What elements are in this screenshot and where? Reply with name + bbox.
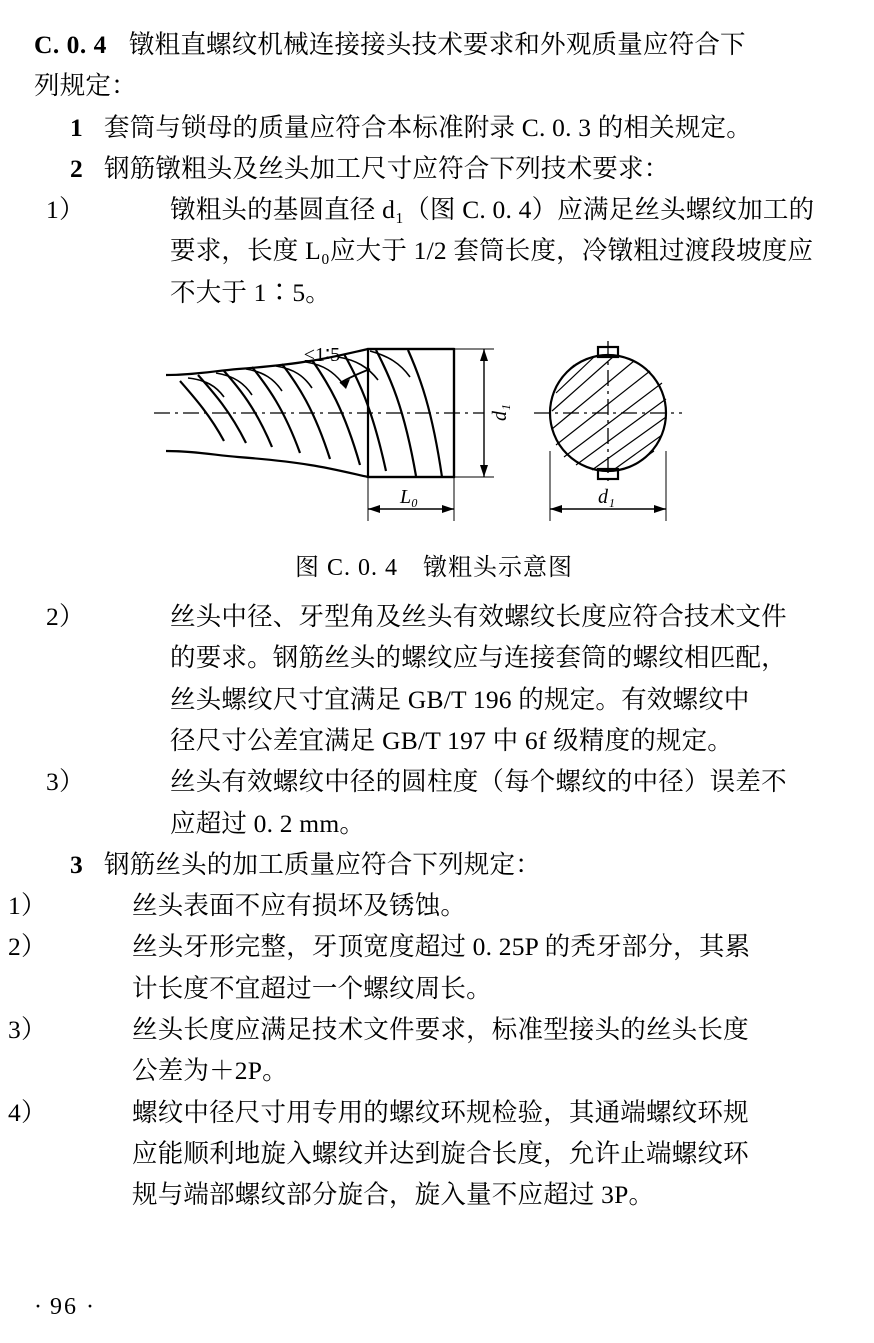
clause-text-line1: 镦粗直螺纹机械连接接头技术要求和外观质量应符合下 xyxy=(128,30,746,59)
page-number: 96 xyxy=(50,1294,78,1320)
clause-number: C. 0. 4 xyxy=(34,30,107,59)
subitem-line: 丝头长度应满足技术文件要求，标准型接头的丝头长度 xyxy=(132,1015,749,1045)
figure-upset-head-diagram xyxy=(34,331,834,541)
item-text: 钢筋丝头的加工质量应符合下列规定： xyxy=(104,849,541,879)
subitem-line: 的要求。钢筋丝头的螺纹应与连接套筒的螺纹相匹配， xyxy=(170,643,787,673)
subitem-line: 公差为＋2P。 xyxy=(132,1056,288,1086)
sub-list-item xyxy=(46,761,834,844)
subitem-line: 螺纹中径尺寸用专用的螺纹环规检验，其通端螺纹环规 xyxy=(132,1097,749,1127)
item-text: 套筒与锁母的质量应符合本标准附录 C. 0. 3 的相关规定。 xyxy=(104,112,752,142)
figure-label-L0: L₀ xyxy=(400,486,419,509)
item-text: 钢筋镦粗头及丝头加工尺寸应符合下列技术要求： xyxy=(104,153,670,183)
subitem-marker: 2） xyxy=(46,602,85,632)
figure-svg xyxy=(154,331,714,541)
subitem-line: 丝头表面不应有损坏及锈蚀。 xyxy=(132,891,467,921)
subitem-line: 丝头牙形完整，牙顶宽度超过 0. 25P 的秃牙部分，其累 xyxy=(132,932,751,962)
subitem-marker: 3） xyxy=(46,767,85,797)
sub-list-item xyxy=(46,189,834,313)
subitem-line: 规与端部螺纹部分旋合，旋入量不应超过 3P。 xyxy=(132,1180,655,1210)
figure-caption: 图 C. 0. 4 镦粗头示意图 xyxy=(294,555,573,582)
subitem-line: 丝头中径、牙型角及丝头有效螺纹长度应符合技术文件 xyxy=(170,602,787,632)
item-marker: 3 xyxy=(70,849,83,879)
sub-list-item xyxy=(8,1009,834,1092)
item-marker: 2 xyxy=(70,153,83,183)
subitem-line: 应超过 0. 2 mm。 xyxy=(170,808,366,838)
subitem-marker: 4） xyxy=(8,1097,47,1127)
subitem-line: 丝头螺纹尺寸宜满足 GB/T 196 的规定。有效螺纹中 xyxy=(170,684,750,714)
sub-list-item xyxy=(46,596,834,761)
footer-dot-right: · xyxy=(86,1294,94,1320)
figure-label-slope: ≤1∶5 xyxy=(304,344,341,367)
sub-list-item xyxy=(8,1092,834,1216)
figure-label-d1-section: d₁ xyxy=(598,486,615,509)
clause-text-line2: 列规定： xyxy=(34,71,137,101)
subitem-line: 应能顺利地旋入螺纹并达到旋合长度，允许止端螺纹环 xyxy=(132,1138,749,1168)
subitem-line: 不大于 1∶5。 xyxy=(170,277,331,307)
subitem-marker: 1） xyxy=(46,195,85,225)
subitem-line: 要求，长度 L₀应大于 1/2 套筒长度，冷镦粗过渡段坡度应 xyxy=(170,236,814,266)
subitem-line: 计长度不宜超过一个螺纹周长。 xyxy=(132,973,492,1003)
page-footer xyxy=(34,1294,94,1321)
list-item xyxy=(34,107,834,148)
item-marker: 1 xyxy=(70,112,83,142)
subitem-marker: 3） xyxy=(8,1015,47,1045)
subitem-marker: 1） xyxy=(8,891,47,921)
sub-list-item xyxy=(8,885,834,926)
footer-dot-left: · xyxy=(34,1294,42,1320)
list-item xyxy=(34,844,834,885)
subitem-marker: 2） xyxy=(8,932,47,962)
clause-heading xyxy=(34,24,834,107)
list-item xyxy=(34,148,834,189)
subitem-line: 镦粗头的基圆直径 d₁（图 C. 0. 4）应满足丝头螺纹加工的 xyxy=(170,195,815,225)
sub-list-item xyxy=(8,926,834,1009)
subitem-line: 丝头有效螺纹中径的圆柱度（每个螺纹的中径）误差不 xyxy=(170,767,787,797)
figure-label-d1-side: d₁ xyxy=(489,404,511,422)
subitem-line: 径尺寸公差宜满足 GB/T 197 中 6f 级精度的规定。 xyxy=(170,725,733,755)
